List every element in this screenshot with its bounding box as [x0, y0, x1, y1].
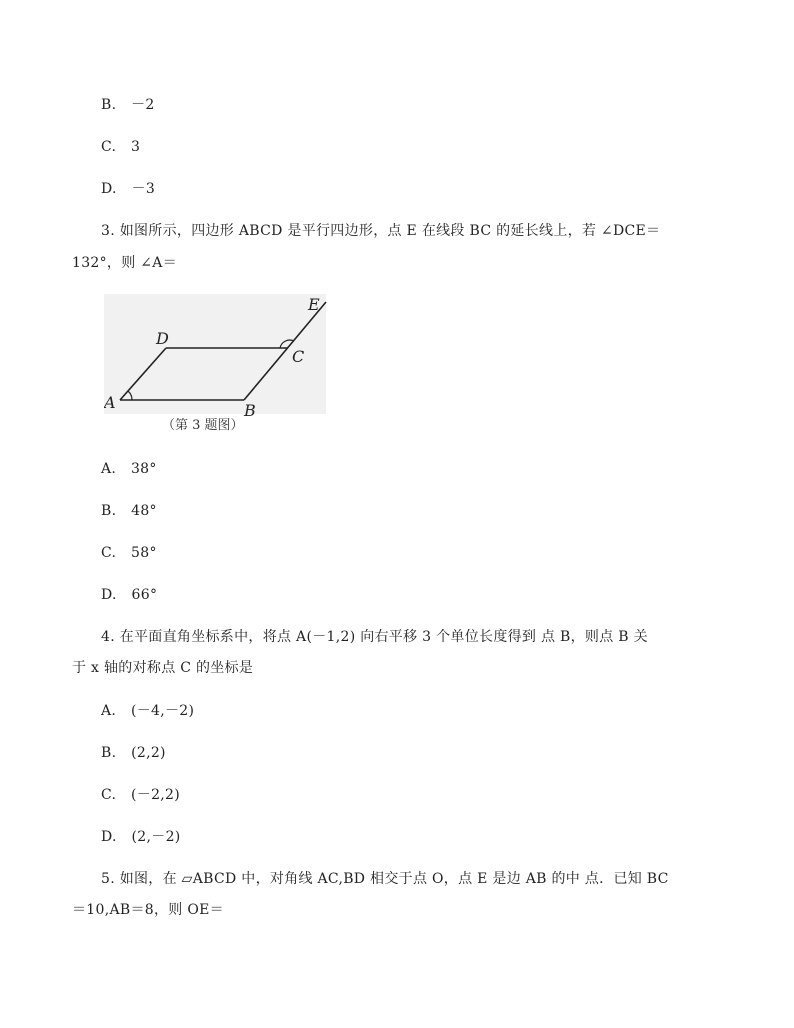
- q4-option-a: [101, 702, 194, 720]
- q3-stem-line1: 3. 如图所示，四边形 ABCD 是平行四边形，点 E 在线段 BC 的延长线上，若 ∠DCE＝: [101, 223, 661, 239]
- q3-option-d: [101, 586, 157, 604]
- q3-stem-line2: 132°，则 ∠A＝: [72, 255, 178, 271]
- q4-stem-line2: 于 x 轴的对称点 C 的坐标是: [72, 660, 254, 676]
- q4-option-d: [101, 828, 181, 846]
- option-value: (2,－2): [131, 829, 181, 845]
- option-value: －3: [131, 181, 156, 197]
- q5-stem-line2: ＝10,AB＝8，则 OE＝: [72, 902, 224, 918]
- q3-option-a: [101, 460, 157, 478]
- q2-option-b: [101, 96, 155, 114]
- option-label: A.: [101, 703, 117, 719]
- option-label: D.: [101, 587, 117, 603]
- option-label: B.: [101, 503, 117, 519]
- option-label: A.: [101, 461, 117, 477]
- q2-option-c: [101, 138, 140, 156]
- option-value: 38°: [130, 461, 157, 477]
- option-value: 3: [131, 139, 141, 155]
- option-label: B.: [101, 97, 117, 113]
- option-label: D.: [101, 181, 117, 197]
- q3-figure: [104, 294, 330, 436]
- point-b-label: B: [244, 401, 256, 420]
- option-value: (－2,2): [131, 787, 181, 803]
- option-value: 48°: [131, 503, 157, 519]
- q3-option-c: [101, 544, 157, 562]
- option-value: (2,2): [131, 745, 166, 761]
- option-value: 66°: [131, 587, 158, 603]
- option-label: C.: [101, 139, 117, 155]
- q3-option-b: [101, 502, 157, 520]
- option-value: －2: [131, 97, 155, 113]
- option-label: C.: [101, 787, 117, 803]
- point-d-label: D: [156, 329, 169, 348]
- point-a-label: A: [104, 393, 116, 412]
- option-value: 58°: [131, 545, 157, 561]
- q4-stem-line1: 4. 在平面直角坐标系中，将点 A(－1,2) 向右平移 3 个单位长度得到 点 B，则点 B 关: [101, 629, 648, 645]
- q5-stem-line1: 5. 如图，在 ▱ABCD 中，对角线 AC,BD 相交于点 O，点 E 是边 AB 的中 点．已知 BC: [101, 871, 669, 887]
- q4-option-c: [101, 786, 180, 804]
- option-label: C.: [101, 545, 117, 561]
- option-label: B.: [101, 745, 117, 761]
- q4-option-b: [101, 744, 166, 762]
- figure-caption: （第 3 题图）: [162, 418, 244, 433]
- point-c-label: C: [292, 347, 305, 366]
- option-label: D.: [101, 829, 117, 845]
- option-value: (－4,－2): [130, 703, 195, 719]
- point-e-label: E: [308, 295, 320, 314]
- parallelogram-diagram: [104, 294, 330, 436]
- q2-option-d: [101, 180, 155, 198]
